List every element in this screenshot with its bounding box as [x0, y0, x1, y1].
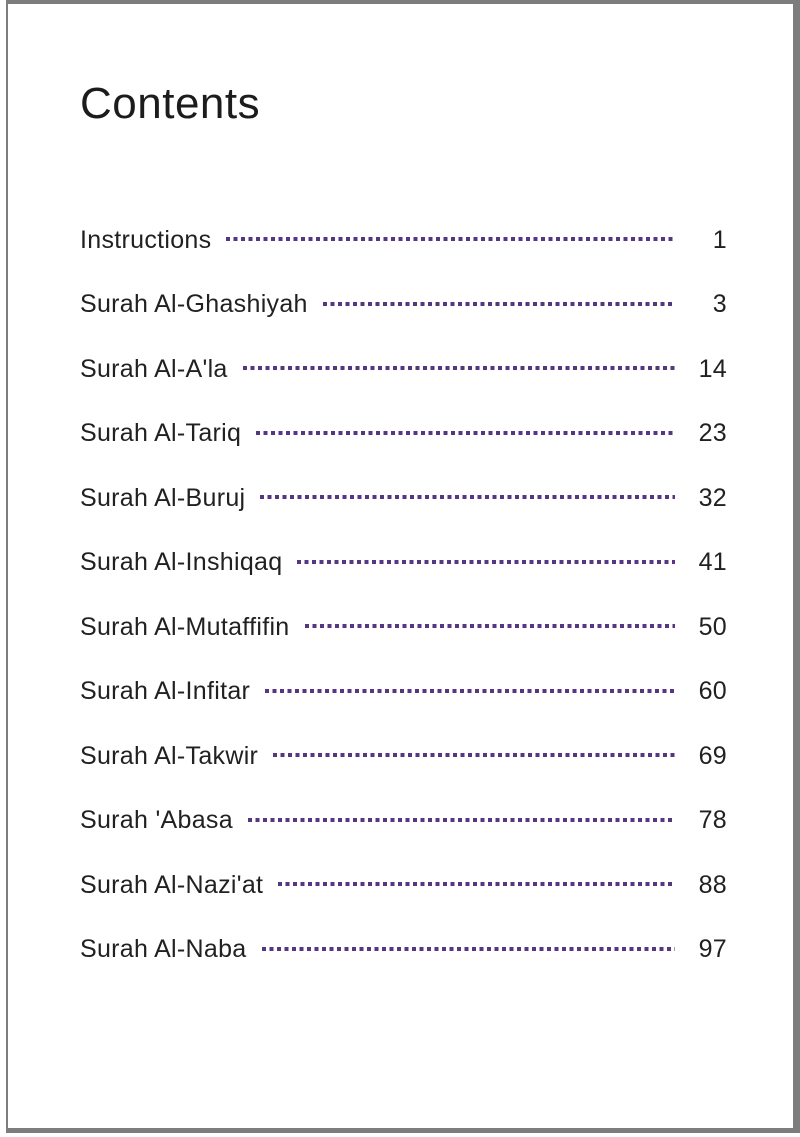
page-content: [8, 78, 793, 982]
document-page: [6, 0, 800, 1133]
toc-entry-page-number: 14: [698, 354, 727, 383]
dot-leader: [265, 689, 675, 693]
toc-entry: [80, 917, 727, 982]
toc-entry-label: Surah Al-Nazi'at: [80, 870, 264, 899]
dot-leader: [248, 818, 675, 822]
toc-entry-page-number: 78: [698, 806, 727, 835]
dot-leader: [297, 560, 675, 564]
dot-leader: [262, 947, 676, 951]
toc-entry-label: Surah Al-Tariq: [80, 419, 242, 448]
toc-entry-page-number: 60: [698, 677, 727, 706]
dot-leader: [305, 624, 675, 628]
toc-entry: [80, 853, 727, 918]
toc-entry-page-number: 3: [712, 290, 727, 319]
dot-leader: [226, 237, 675, 241]
dot-leader: [323, 302, 675, 306]
toc-entry: [80, 272, 727, 337]
toc-entry-page-number: 32: [698, 483, 727, 512]
toc-entry: [80, 788, 727, 853]
toc-entry: [80, 659, 727, 724]
toc-entry: [80, 530, 727, 595]
toc-entry-page-number: 88: [698, 870, 727, 899]
toc-entry-page-number: 50: [698, 612, 727, 641]
toc-entry-label: Surah Al-Buruj: [80, 483, 246, 512]
dot-leader: [256, 431, 675, 435]
toc-entry-label: Surah 'Abasa: [80, 806, 233, 835]
toc-entry-page-number: 1: [712, 225, 727, 254]
toc-entry: [80, 724, 727, 789]
toc-entry-label: Surah Al-A'la: [80, 354, 228, 383]
toc-entry-page-number: 69: [698, 741, 727, 770]
dot-leader: [243, 366, 675, 370]
toc-entry-label: Surah Al-Mutaffifin: [80, 612, 290, 641]
toc-entry: [80, 401, 727, 466]
toc-entry-label: Surah Al-Inshiqaq: [80, 548, 283, 577]
toc-entry-label: Surah Al-Takwir: [80, 741, 259, 770]
dot-leader: [273, 753, 675, 757]
toc-entry-label: Instructions: [80, 225, 212, 254]
dot-leader: [278, 882, 675, 886]
page-title: Contents: [80, 79, 261, 128]
toc-entry-label: Surah Al-Ghashiyah: [80, 290, 308, 319]
toc-entry-label: Surah Al-Naba: [80, 935, 247, 964]
toc-entry-page-number: 97: [698, 935, 727, 964]
toc-entry: [80, 466, 727, 531]
toc-entry-label: Surah Al-Infitar: [80, 677, 251, 706]
toc-entry: [80, 337, 727, 402]
toc-entry: [80, 208, 727, 273]
toc-entry-page-number: 41: [698, 548, 727, 577]
toc-list: [80, 208, 727, 982]
toc-entry: [80, 595, 727, 660]
dot-leader: [260, 495, 675, 499]
toc-entry-page-number: 23: [698, 419, 727, 448]
